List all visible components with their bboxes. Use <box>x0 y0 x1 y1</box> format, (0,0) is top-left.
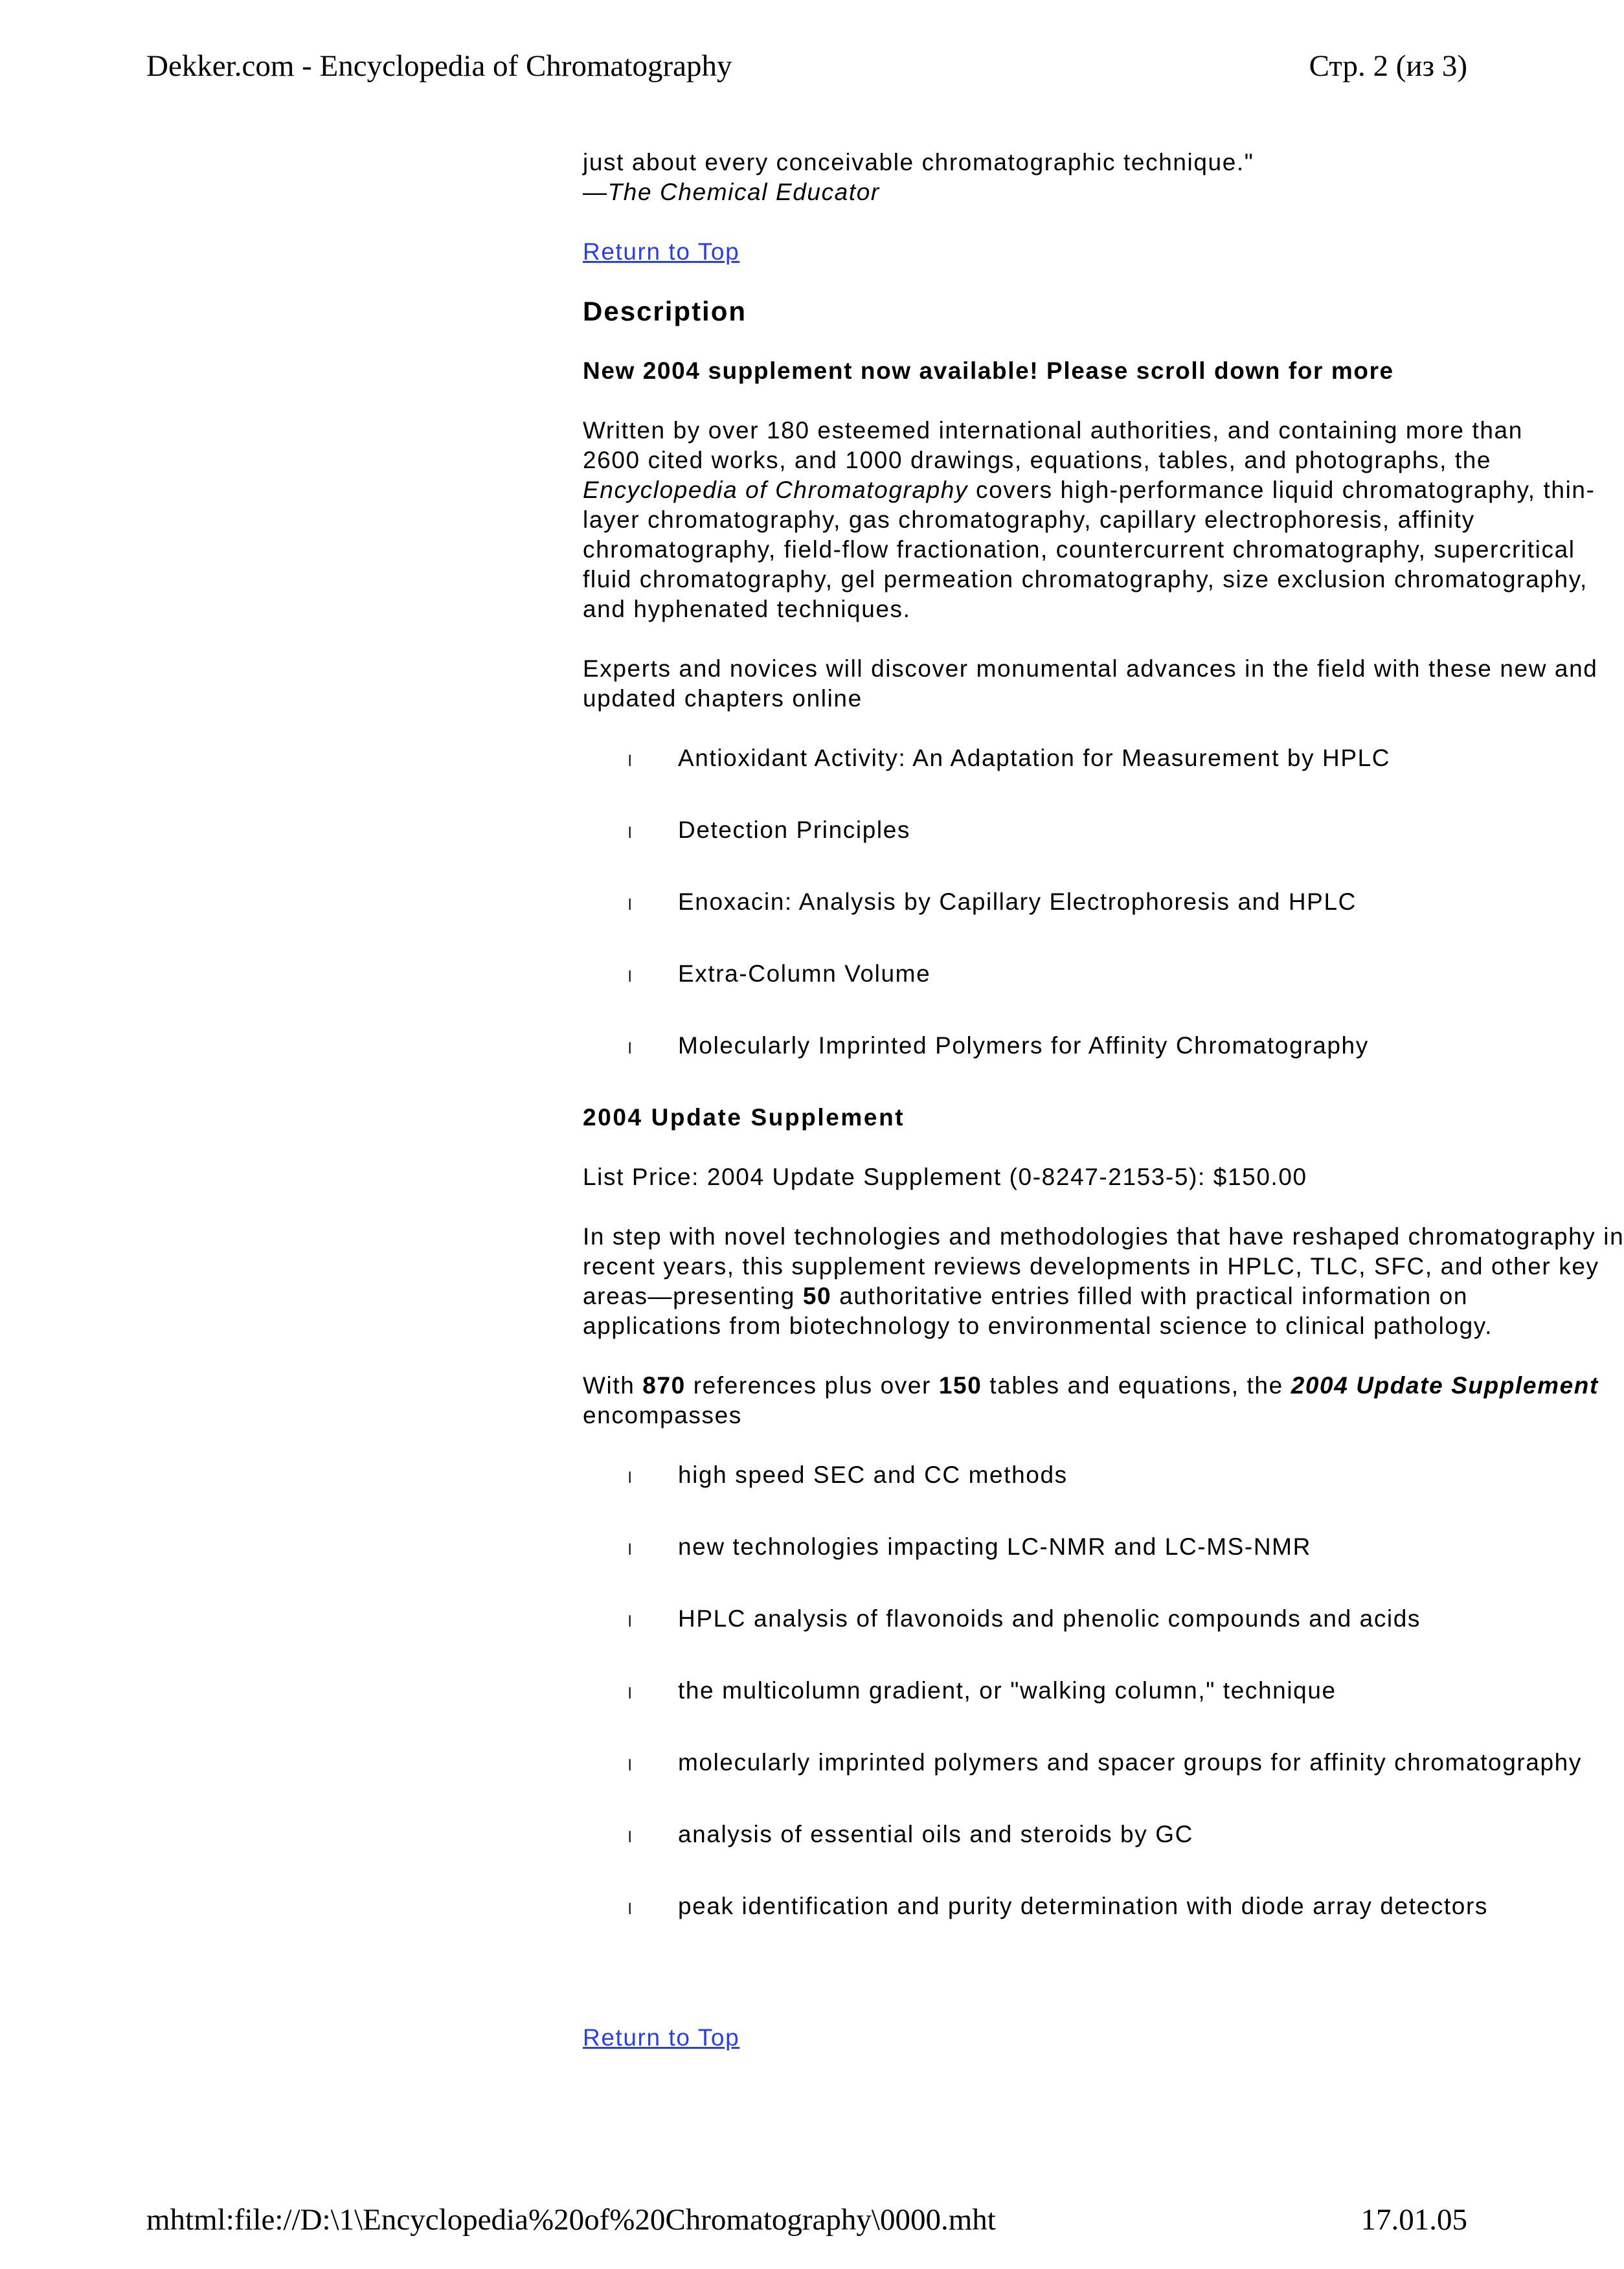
bullet-icon: l <box>628 896 633 914</box>
main-content <box>583 148 1624 2053</box>
bullet-icon: l <box>628 1613 633 1631</box>
print-header <box>146 47 1467 85</box>
list-item <box>583 1891 1488 1925</box>
list-item <box>583 1604 1469 1637</box>
bullet-icon: l <box>628 824 633 842</box>
list-item <box>583 1532 1469 1565</box>
tables-count: 150 <box>938 1372 982 1399</box>
text-span: authoritative entries filled with practical information on <box>839 1283 1469 1309</box>
list-item <box>583 1820 1469 1853</box>
text-line: recent years, this supplement reviews developments in HPLC, TLC, SFC, and other key <box>583 1253 1599 1280</box>
list-item-text: Molecularly Imprinted Polymers for Affinity Chromatography <box>678 1032 1369 1059</box>
list-item <box>583 1748 1582 1781</box>
topics-list <box>583 1460 1582 1925</box>
list-item-text: molecularly imprinted polymers and spacer groups for affinity chromatography <box>678 1749 1582 1776</box>
description-paragraph <box>583 416 1596 624</box>
bullet-icon: l <box>628 1757 633 1774</box>
print-date: 17.01.05 <box>1360 2203 1467 2237</box>
text-line: layer chromatography, gas chromatography, capillary electrophoresis, affinity <box>583 506 1475 533</box>
list-item <box>583 1460 1469 1493</box>
text-line <box>583 475 1596 505</box>
supplement-price: List Price: 2004 Update Supplement (0-8247-2153-5): $150.00 <box>583 1164 1307 1190</box>
list-item <box>583 743 1469 776</box>
text-line: encompasses <box>583 1402 742 1428</box>
quote-line: just about every conceivable chromatographic technique." <box>583 149 1254 175</box>
text-span: tables and equations, the <box>989 1372 1283 1399</box>
list-item-text: HPLC analysis of flavonoids and phenolic compounds and acids <box>678 1605 1421 1632</box>
list-item <box>583 815 1469 848</box>
list-item <box>583 1031 1469 1064</box>
list-item-text: new technologies impacting LC-NMR and LC-MS-NMR <box>678 1533 1311 1560</box>
supplement-announcement: New 2004 supplement now available! Please scroll down for more <box>583 357 1394 384</box>
entry-count: 50 <box>802 1283 832 1309</box>
description-heading: Description <box>583 296 747 326</box>
page-number: Стр. 2 (из 3) <box>1309 49 1467 83</box>
quote-source-line <box>583 177 1469 207</box>
text-span: areas—presenting <box>583 1283 795 1309</box>
list-item-text: high speed SEC and CC methods <box>678 1462 1068 1488</box>
text-line <box>583 1371 1599 1401</box>
list-item-text: peak identification and purity determination with diode array detectors <box>678 1893 1488 1919</box>
text-span: With <box>583 1372 635 1399</box>
text-line: fluid chromatography, gel permeation chromatography, size exclusion chromatography, <box>583 566 1588 593</box>
text-line: Written by over 180 esteemed international authorities, and containing more than <box>583 417 1523 444</box>
list-item-text: Extra-Column Volume <box>678 960 931 987</box>
bullet-icon: l <box>628 1685 633 1702</box>
return-to-top-link[interactable]: Return to Top <box>583 238 740 265</box>
bullet-icon: l <box>628 1541 633 1559</box>
bullet-icon: l <box>628 1040 633 1057</box>
bullet-icon: l <box>628 752 633 770</box>
list-item <box>583 887 1469 920</box>
text-span: covers high-performance liquid chromatography, thin- <box>975 477 1596 503</box>
text-line: Experts and novices will discover monumental advances in the field with these new and <box>583 655 1598 682</box>
supplement-title: 2004 Update Supplement <box>1291 1372 1599 1399</box>
page-title: Dekker.com - Encyclopedia of Chromatography <box>146 49 732 83</box>
return-to-top-row <box>583 2023 1469 2053</box>
text-line <box>583 1281 1469 1311</box>
text-span: references plus over <box>693 1372 931 1399</box>
quote-source: The Chemical Educator <box>607 179 880 205</box>
book-title: Encyclopedia of Chromatography <box>583 477 969 503</box>
supplement-paragraph <box>583 1222 1624 1341</box>
text-line: updated chapters online <box>583 685 863 712</box>
experts-paragraph <box>583 654 1598 714</box>
quote-dash: — <box>583 179 608 205</box>
list-item-text: the multicolumn gradient, or "walking column," technique <box>678 1677 1336 1704</box>
chapters-list <box>583 743 1469 1064</box>
text-line: applications from biotechnology to environmental science to clinical pathology. <box>583 1313 1493 1339</box>
bullet-icon: l <box>628 968 633 986</box>
text-line: and hyphenated techniques. <box>583 596 911 622</box>
list-item <box>583 1676 1469 1709</box>
bullet-icon: l <box>628 1901 633 1918</box>
list-item-text: Detection Principles <box>678 817 910 843</box>
file-path: mhtml:file://D:\1\Encyclopedia%20of%20Chromatography\0000.mht <box>146 2203 996 2237</box>
bullet-icon: l <box>628 1829 633 1846</box>
print-footer <box>146 2200 1467 2239</box>
list-item <box>583 959 1469 992</box>
return-to-top-row <box>583 237 1469 267</box>
bullet-icon: l <box>628 1469 633 1487</box>
references-paragraph <box>583 1371 1599 1430</box>
list-item-text: Antioxidant Activity: An Adaptation for Measurement by HPLC <box>678 745 1391 771</box>
return-to-top-link[interactable]: Return to Top <box>583 2024 740 2051</box>
text-line: In step with novel technologies and methodologies that have reshaped chromatography in <box>583 1223 1624 1250</box>
supplement-heading: 2004 Update Supplement <box>583 1104 905 1131</box>
text-line: chromatography, field-flow fractionation, countercurrent chromatography, supercritical <box>583 536 1575 563</box>
list-item-text: analysis of essential oils and steroids by GC <box>678 1821 1193 1847</box>
references-count: 870 <box>642 1372 686 1399</box>
text-line: 2600 cited works, and 1000 drawings, equations, tables, and photographs, the <box>583 447 1492 473</box>
list-item-text: Enoxacin: Analysis by Capillary Electrophoresis and HPLC <box>678 888 1357 915</box>
